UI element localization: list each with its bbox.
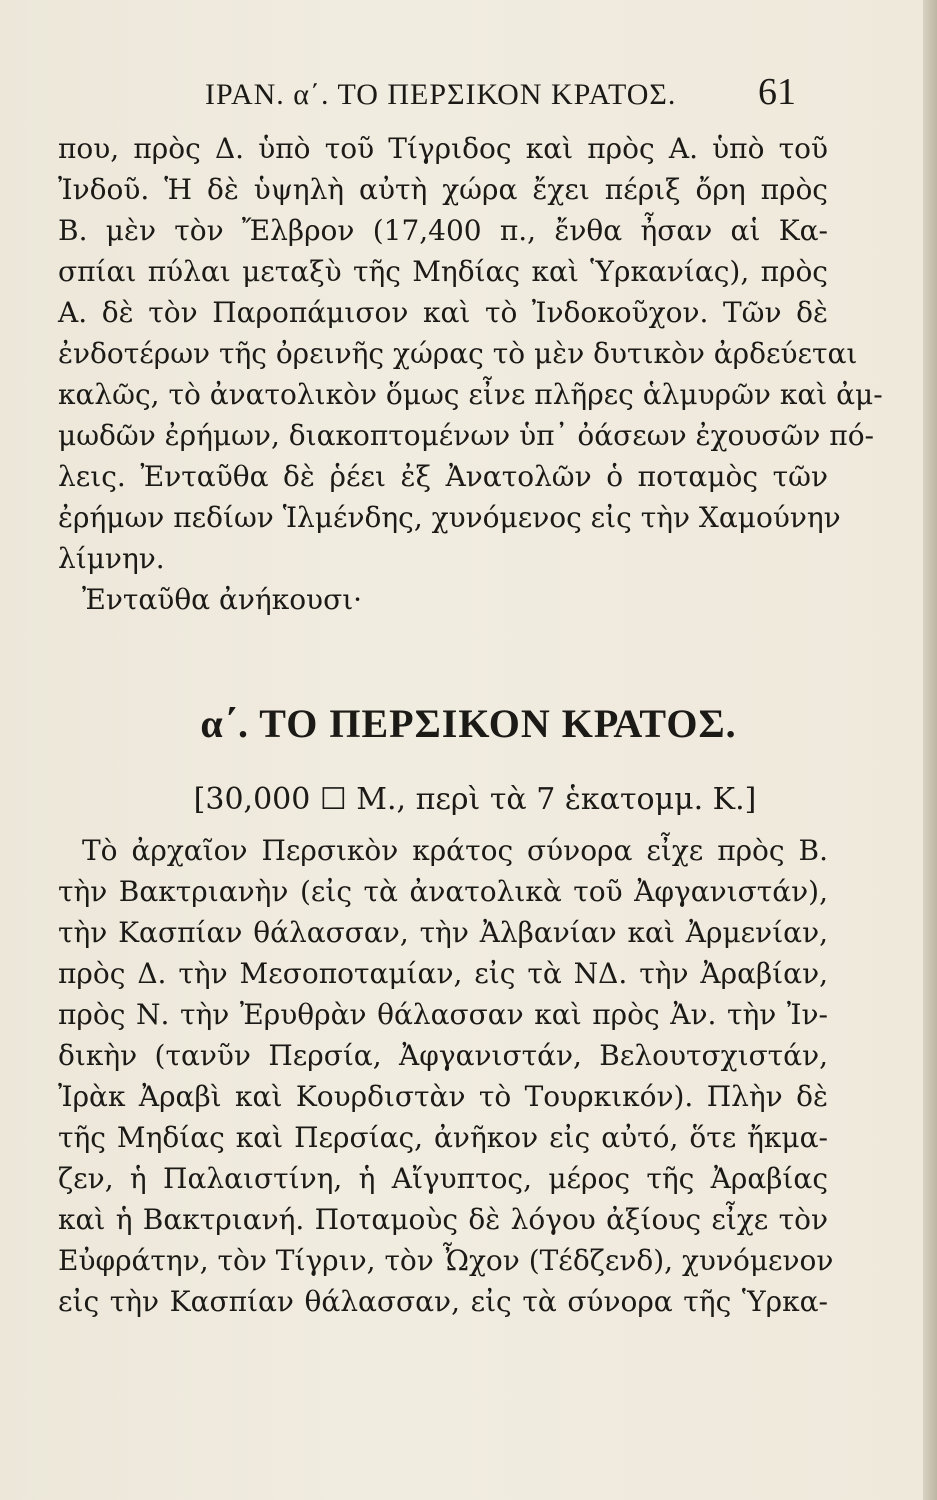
text-line: που, πρὸς Δ. ὑπὸ τοῦ Τίγριδος καὶ πρὸς Α. ὑπὸ τοῦ [58, 132, 828, 165]
text-line: ἐνδοτέρων τῆς ὀρεινῆς χώρας τὸ μὲν δυτικὸν ἀρδεύεται [58, 337, 858, 370]
text-line: Ἰνδοῦ. Ἡ δὲ ὑψηλὴ αὐτὴ χώρα ἔχει πέριξ ὄρη πρὸς [58, 173, 828, 206]
paragraph-3 [58, 830, 834, 1322]
text-line: δικὴν (τανῦν Περσία, Ἀφγανιστάν, Βελουτσχιστάν, [58, 1039, 828, 1072]
text-line: ζεν, ἡ Παλαιστίνη, ἡ Αἴγυπτος, μέρος τῆς Ἀραβίας [58, 1162, 828, 1195]
text-line: Τὸ ἀρχαῖον Περσικὸν κράτος σύνορα εἶχε πρὸς Β. [82, 834, 828, 867]
text-line: καὶ ἡ Βακτριανή. Ποταμοὺς δὲ λόγου ἀξίους εἶχε τὸν [58, 1203, 828, 1236]
section-subtitle: [30,000 ☐ Μ., περὶ τὰ 7 ἑκατομμ. Κ.] [193, 782, 757, 817]
paragraph-1 [58, 128, 883, 620]
page-number: 61 [758, 71, 796, 113]
text-line: πρὸς Δ. τὴν Μεσοποταμίαν, εἰς τὰ ΝΔ. τὴν Ἀραβίαν, [58, 957, 828, 990]
text-line: εἰς τὴν Κασπίαν θάλασσαν, εἰς τὰ σύνορα τῆς Ὑρκα- [58, 1285, 828, 1318]
text-line: λεις. Ἐνταῦθα δὲ ῥέει ἐξ Ἀνατολῶν ὁ ποταμὸς τῶν [58, 460, 828, 493]
text-line: Β. μὲν τὸν Ἔλβρον (17,400 π., ἔνθα ἦσαν αἱ Κα- [58, 214, 828, 247]
text-line: Εὐφράτην, τὸν Τίγριν, τὸν Ὦχον (Τέδζενδ), χυνόμενον [58, 1244, 834, 1277]
text-line: τὴν Βακτριανὴν (εἰς τὰ ἀνατολικὰ τοῦ Ἀφγανιστάν), [58, 875, 828, 908]
paragraph-2: Ἐνταῦθα ἀνήκουσι· [82, 583, 363, 616]
text-line: Α. δὲ τὸν Παροπάμισον καὶ τὸ Ἰνδοκοῦχον. Τῶν δὲ [58, 296, 828, 329]
running-head: ΙΡΑΝ. α΄. ΤΟ ΠΕΡΣΙΚΟΝ ΚΡΑΤΟΣ. [205, 78, 677, 111]
text-line: ἐρήμων πεδίων Ἱλμένδης, χυνόμενος εἰς τὴν Χαμούνην [58, 501, 841, 534]
page-edge [923, 0, 937, 1500]
section-title: α΄. ΤΟ ΠΕΡΣΙΚΟΝ ΚΡΑΤΟΣ. [200, 701, 737, 746]
text-line: τῆς Μηδίας καὶ Περσίας, ἀνῆκον εἰς αὐτό, ὅτε ἤκμα- [58, 1121, 828, 1154]
text-line: τὴν Κασπίαν θάλασσαν, τὴν Ἀλβανίαν καὶ Ἀρμενίαν, [58, 916, 828, 949]
text-line: Ἰρὰκ Ἀραβὶ καὶ Κουρδιστὰν τὸ Τουρκικόν). Πλὴν δὲ [58, 1080, 828, 1113]
text-line: πρὸς Ν. τὴν Ἐρυθρὰν θάλασσαν καὶ πρὸς Ἀν. τὴν Ἰν- [58, 998, 828, 1031]
text-line: μωδῶν ἐρήμων, διακοπτομένων ὑπ᾽ ὀάσεων ἐχουσῶν πό- [58, 419, 875, 452]
text-line: σπίαι πύλαι μεταξὺ τῆς Μηδίας καὶ Ὑρκανίας), πρὸς [58, 255, 828, 288]
text-line: λίμνην. [58, 542, 165, 575]
text-line: καλῶς, τὸ ἀνατολικὸν ὅμως εἶνε πλῆρες ἁλμυρῶν καὶ ἀμ- [58, 378, 883, 411]
